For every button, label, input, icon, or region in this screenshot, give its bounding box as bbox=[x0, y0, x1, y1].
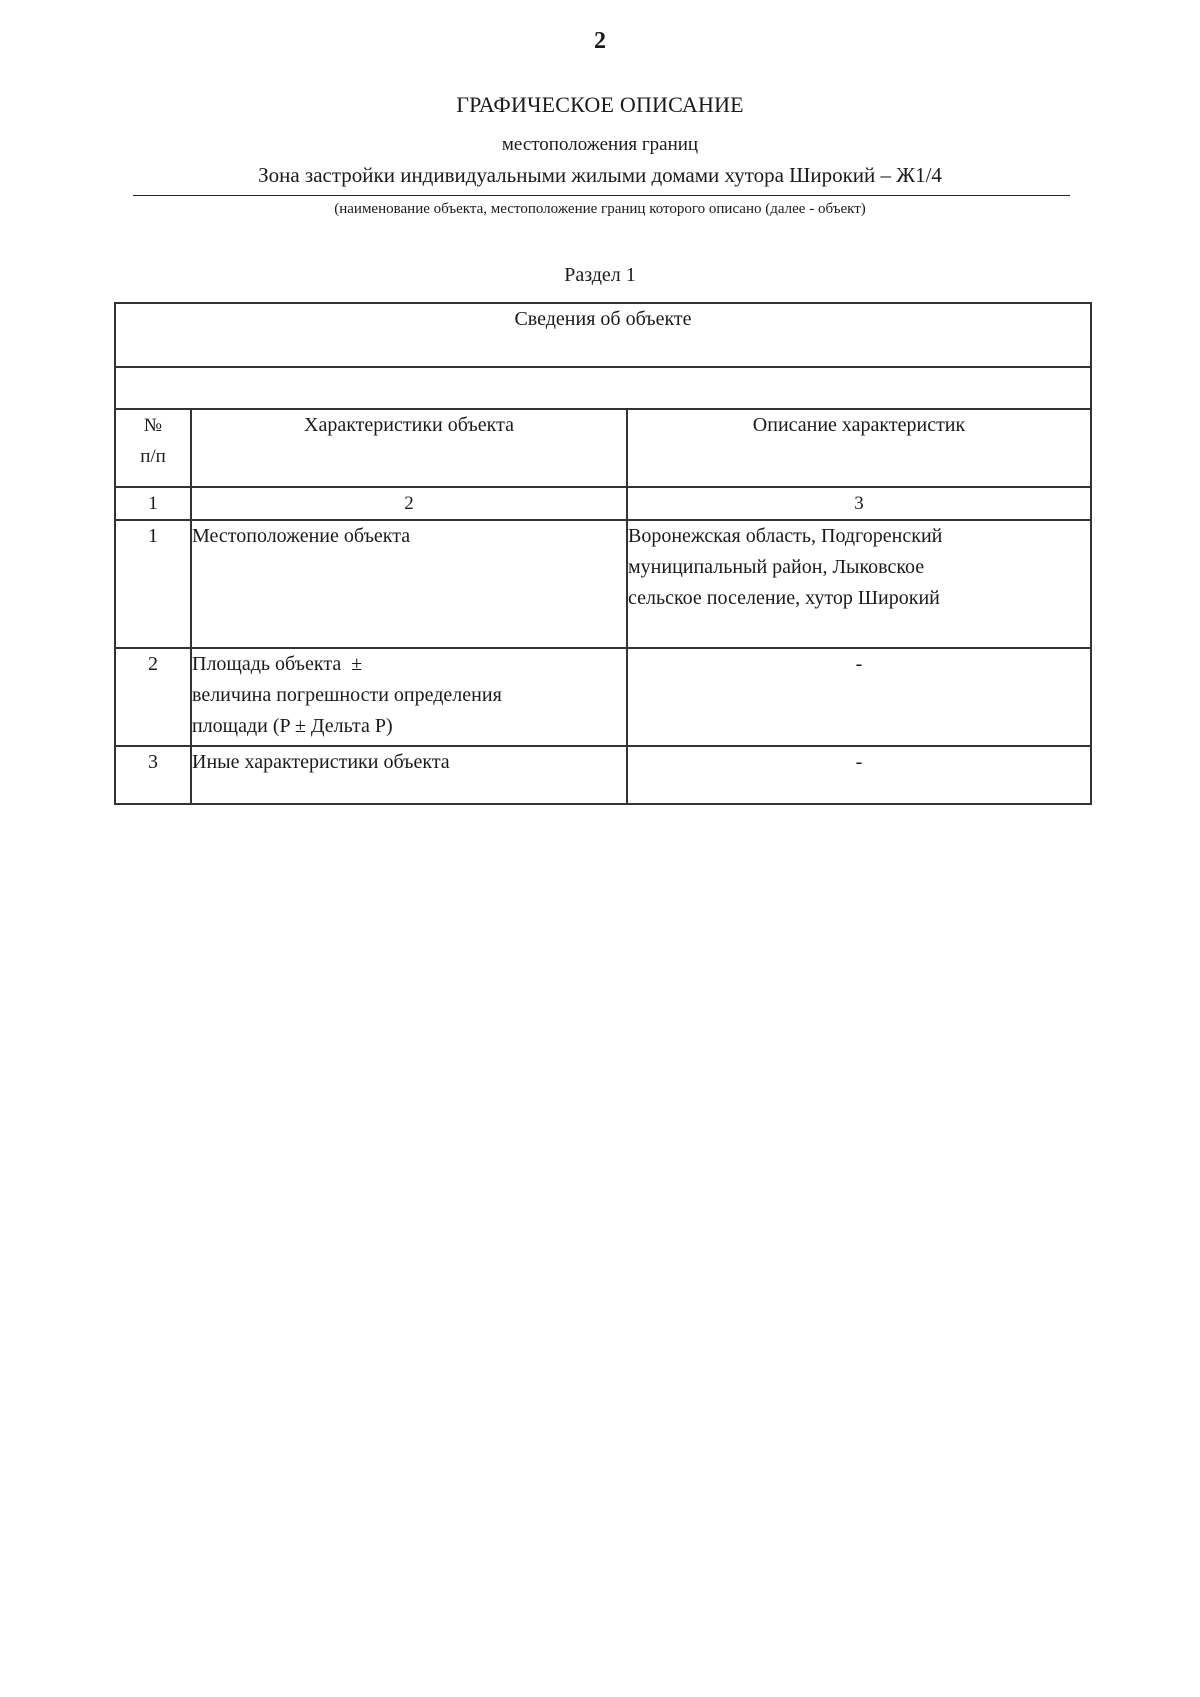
object-info-table bbox=[114, 302, 1092, 805]
row-description bbox=[627, 520, 1091, 648]
row-num: 2 bbox=[115, 648, 191, 746]
table-caption-row bbox=[115, 303, 1091, 367]
row-num: 1 bbox=[115, 520, 191, 648]
header-description: Описание характеристик bbox=[627, 409, 1091, 487]
table-row bbox=[115, 746, 1091, 804]
row-characteristic: Местоположение объекта bbox=[191, 520, 627, 648]
table-row bbox=[115, 648, 1091, 746]
row-description: - bbox=[627, 648, 1091, 746]
table-row bbox=[115, 520, 1091, 648]
row-characteristic bbox=[191, 648, 627, 746]
table-caption: Сведения об объекте bbox=[115, 303, 1091, 367]
row-description-line: сельское поселение, хутор Широкий bbox=[628, 587, 940, 609]
header-characteristics: Характеристики объекта bbox=[191, 409, 627, 487]
row-description-line: муниципальный район, Лыковское bbox=[628, 556, 925, 578]
table-empty-row bbox=[115, 367, 1091, 409]
row-characteristic: Иные характеристики объекта bbox=[191, 746, 627, 804]
table-empty-cell bbox=[115, 367, 1091, 409]
header-num-line1: № bbox=[143, 415, 163, 436]
row-description: - bbox=[627, 746, 1091, 804]
table-column-numbers-row bbox=[115, 487, 1091, 520]
document-title: ГРАФИЧЕСКОЕ ОПИСАНИЕ bbox=[456, 92, 744, 117]
object-name-caption: (наименование объекта, местоположение границ которого описано (далее - объект) bbox=[334, 201, 866, 217]
object-name-underline bbox=[133, 195, 1070, 196]
column-number-2: 2 bbox=[191, 487, 627, 520]
header-num-line2: п/п bbox=[140, 446, 166, 467]
column-number-1: 1 bbox=[115, 487, 191, 520]
page-number: 2 bbox=[594, 28, 606, 54]
header-num bbox=[115, 409, 191, 487]
row-characteristic-line: Площадь объекта ± bbox=[192, 653, 363, 675]
row-num: 3 bbox=[115, 746, 191, 804]
section-label: Раздел 1 bbox=[564, 264, 636, 286]
document-subtitle: местоположения границ bbox=[501, 134, 699, 155]
row-description-line: Воронежская область, Подгоренский bbox=[628, 525, 943, 547]
column-number-3: 3 bbox=[627, 487, 1091, 520]
row-characteristic-line: величина погрешности определения bbox=[192, 684, 502, 706]
object-name: Зона застройки индивидуальными жилыми домами хутора Широкий – Ж1/4 bbox=[258, 163, 942, 187]
table-header-row bbox=[115, 409, 1091, 487]
row-characteristic-line: площади (P ± Дельта P) bbox=[192, 715, 393, 737]
